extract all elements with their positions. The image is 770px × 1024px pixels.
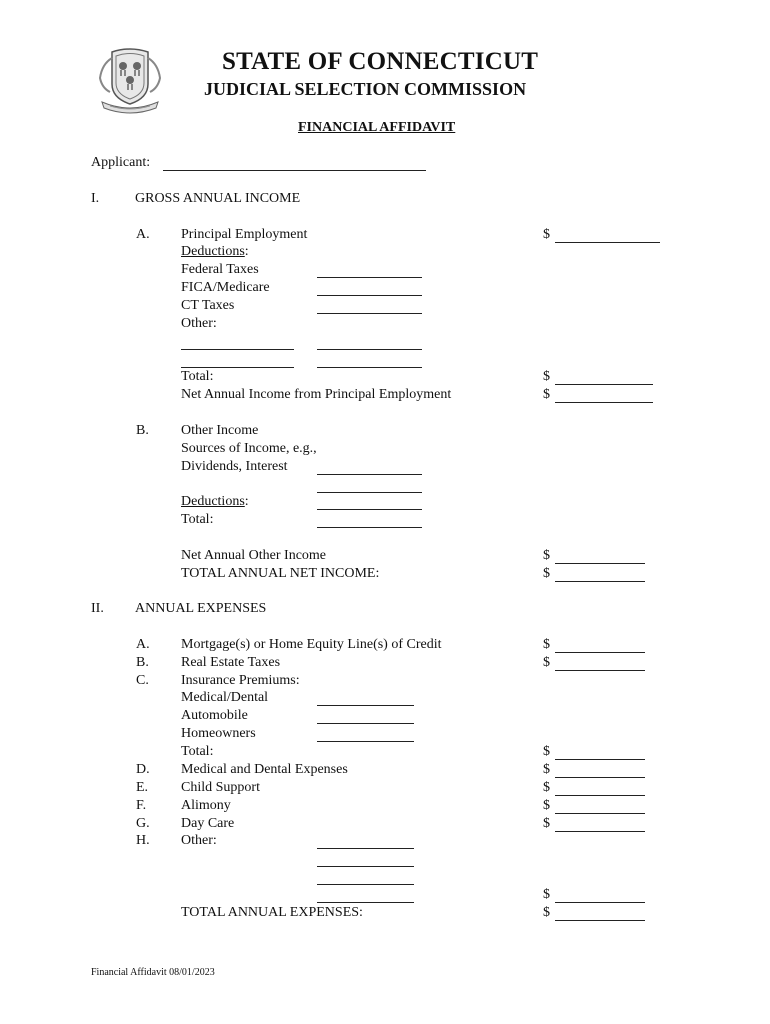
currency-symbol: $ bbox=[543, 387, 550, 402]
footer-text: Financial Affidavit 08/01/2023 bbox=[91, 967, 215, 978]
total-expenses-label: TOTAL ANNUAL EXPENSES: bbox=[181, 905, 363, 920]
other-income-field-2[interactable] bbox=[317, 480, 422, 493]
alimony-label: Alimony bbox=[181, 798, 231, 813]
other-expense-field-4[interactable] bbox=[317, 890, 414, 903]
item-letter: G. bbox=[136, 816, 150, 831]
item-letter: H. bbox=[136, 833, 150, 848]
principal-employment-label: Principal Employment bbox=[181, 227, 308, 242]
item-letter: A. bbox=[136, 637, 150, 652]
currency-symbol: $ bbox=[543, 762, 550, 777]
currency-symbol: $ bbox=[543, 816, 550, 831]
other-total-field[interactable] bbox=[317, 515, 422, 528]
section-1-heading: GROSS ANNUAL INCOME bbox=[135, 191, 301, 206]
form-title: FINANCIAL AFFIDAVIT bbox=[298, 120, 456, 135]
applicant-field[interactable] bbox=[163, 158, 426, 171]
automobile-field[interactable] bbox=[317, 711, 414, 724]
other-deduction-amount-field-1[interactable] bbox=[317, 337, 422, 350]
other-deductions-field[interactable] bbox=[317, 497, 422, 510]
item-letter: C. bbox=[136, 673, 149, 688]
currency-symbol: $ bbox=[543, 566, 550, 581]
total-net-income-label: TOTAL ANNUAL NET INCOME: bbox=[181, 566, 380, 581]
total-deductions-field[interactable] bbox=[555, 372, 653, 385]
other-expenses-total-field[interactable] bbox=[555, 890, 645, 903]
other-deduction-name-field-1[interactable] bbox=[181, 337, 294, 350]
item-letter: D. bbox=[136, 762, 150, 777]
homeowners-field[interactable] bbox=[317, 729, 414, 742]
other-income-label: Other Income bbox=[181, 423, 259, 438]
real-estate-taxes-label: Real Estate Taxes bbox=[181, 655, 281, 670]
applicant-label: Applicant: bbox=[91, 155, 151, 170]
item-letter: E. bbox=[136, 780, 149, 795]
currency-symbol: $ bbox=[543, 744, 550, 759]
medical-expenses-field[interactable] bbox=[555, 765, 645, 778]
item-letter: A. bbox=[136, 227, 150, 242]
medical-expenses-label: Medical and Dental Expenses bbox=[181, 762, 348, 777]
item-letter: B. bbox=[136, 423, 149, 438]
total-deductions-label: Total: bbox=[181, 369, 214, 384]
medical-dental-field[interactable] bbox=[317, 693, 414, 706]
dividends-label: Dividends, Interest bbox=[181, 459, 288, 474]
automobile-label: Automobile bbox=[181, 708, 248, 723]
day-care-field[interactable] bbox=[555, 819, 645, 832]
other-expense-field-2[interactable] bbox=[317, 854, 414, 867]
insurance-total-field[interactable] bbox=[555, 747, 645, 760]
currency-symbol: $ bbox=[543, 780, 550, 795]
currency-symbol: $ bbox=[543, 905, 550, 920]
other-expense-field-3[interactable] bbox=[317, 872, 414, 885]
sources-label: Sources of Income, e.g., bbox=[181, 441, 317, 456]
page-title: STATE OF CONNECTICUT bbox=[222, 48, 539, 75]
homeowners-label: Homeowners bbox=[181, 726, 256, 741]
net-other-income-label: Net Annual Other Income bbox=[181, 548, 327, 563]
medical-dental-label: Medical/Dental bbox=[181, 690, 269, 705]
dividends-field[interactable] bbox=[317, 462, 422, 475]
currency-symbol: $ bbox=[543, 887, 550, 902]
currency-symbol: $ bbox=[543, 369, 550, 384]
child-support-field[interactable] bbox=[555, 783, 645, 796]
currency-symbol: $ bbox=[543, 655, 550, 670]
other-deduction-name-field-2[interactable] bbox=[181, 355, 294, 368]
section-1-numeral: I. bbox=[91, 191, 100, 206]
net-other-income-field[interactable] bbox=[555, 551, 645, 564]
other-expenses-label: Other: bbox=[181, 833, 217, 848]
net-principal-label: Net Annual Income from Principal Employment bbox=[181, 387, 452, 402]
section-2-heading: ANNUAL EXPENSES bbox=[135, 601, 267, 616]
total-net-income-field[interactable] bbox=[555, 569, 645, 582]
item-letter: B. bbox=[136, 655, 149, 670]
principal-employment-field[interactable] bbox=[555, 230, 660, 243]
fica-label: FICA/Medicare bbox=[181, 280, 270, 295]
total-expenses-field[interactable] bbox=[555, 908, 645, 921]
net-principal-field[interactable] bbox=[555, 390, 653, 403]
section-2-numeral: II. bbox=[91, 601, 104, 616]
currency-symbol: $ bbox=[543, 227, 550, 242]
item-letter: F. bbox=[136, 798, 147, 813]
federal-taxes-field[interactable] bbox=[317, 265, 422, 278]
day-care-label: Day Care bbox=[181, 816, 235, 831]
other-deductions-label: Deductions: bbox=[181, 494, 249, 509]
deductions-label: Deductions: bbox=[181, 244, 249, 259]
commission-name: JUDICIAL SELECTION COMMISSION bbox=[204, 79, 527, 99]
other-total-label: Total: bbox=[181, 512, 214, 527]
insurance-total-label: Total: bbox=[181, 744, 214, 759]
other-deduction-amount-field-2[interactable] bbox=[317, 355, 422, 368]
other-label: Other: bbox=[181, 316, 217, 331]
fica-field[interactable] bbox=[317, 283, 422, 296]
other-expense-field-1[interactable] bbox=[317, 836, 414, 849]
child-support-label: Child Support bbox=[181, 780, 260, 795]
federal-taxes-label: Federal Taxes bbox=[181, 262, 259, 277]
alimony-field[interactable] bbox=[555, 801, 645, 814]
currency-symbol: $ bbox=[543, 548, 550, 563]
ct-taxes-field[interactable] bbox=[317, 301, 422, 314]
currency-symbol: $ bbox=[543, 637, 550, 652]
ct-taxes-label: CT Taxes bbox=[181, 298, 235, 313]
mortgage-label: Mortgage(s) or Home Equity Line(s) of Credit bbox=[181, 637, 442, 652]
real-estate-taxes-field[interactable] bbox=[555, 658, 645, 671]
mortgage-field[interactable] bbox=[555, 640, 645, 653]
state-seal-icon bbox=[90, 44, 170, 116]
insurance-premiums-label: Insurance Premiums: bbox=[181, 673, 300, 688]
currency-symbol: $ bbox=[543, 798, 550, 813]
